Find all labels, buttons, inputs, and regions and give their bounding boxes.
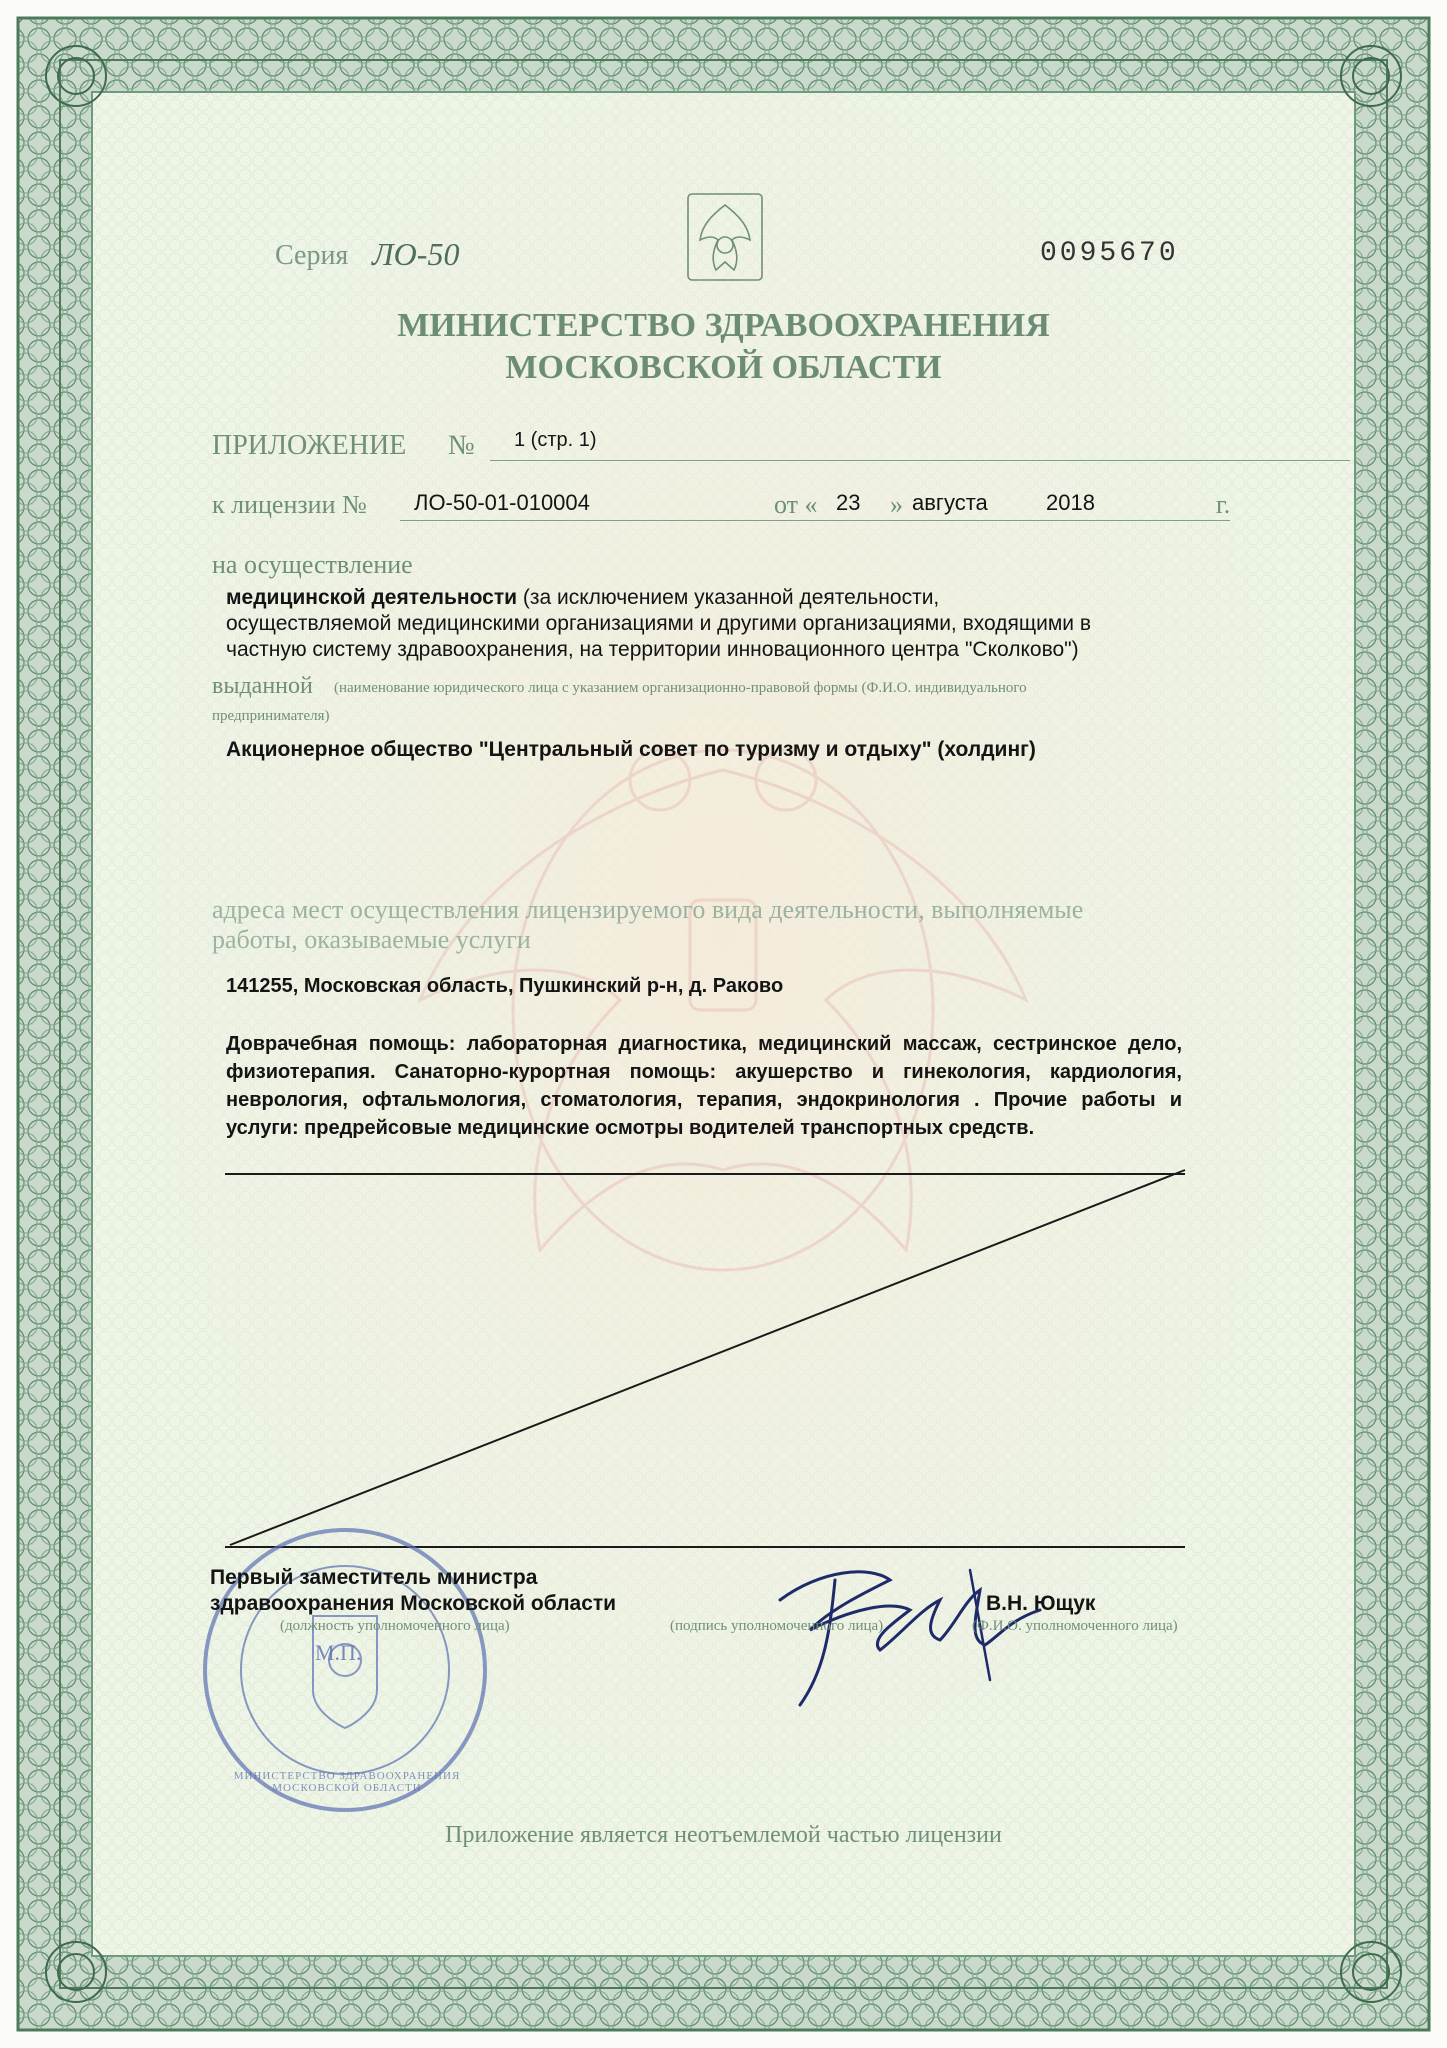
blank-number: 0095670 [1040, 238, 1179, 269]
activity-line-2: осуществляемой медицинскими организациями и другими организациями, входящими в [226, 612, 1092, 635]
addresses-label-line-2: работы, оказываемые услуги [212, 925, 531, 954]
issued-hint-1: (наименование юридического лица с указанием организационно-правовой формы (Ф.И.О. индивидуального [334, 680, 1027, 696]
series-label: Серия [275, 240, 349, 271]
license-label: к лицензии № [212, 490, 367, 519]
appendix-no-sign: № [448, 430, 475, 461]
issued-value: Акционерное общество "Центральный совет по туризму и отдыху" (холдинг) [226, 738, 1036, 761]
license-from-label: от « [774, 490, 818, 519]
appendix-label: ПРИЛОЖЕНИЕ [212, 430, 407, 461]
signatory-position-line-2: здравоохранения Московской области [210, 1592, 617, 1615]
issued-hint-2: предпринимателя) [212, 708, 330, 724]
signatory-position [210, 1565, 616, 1617]
signatory-name: В.Н. Ющук [986, 1592, 1096, 1615]
hint-name: (Ф.И.О. уполномоченного лица) [972, 1618, 1178, 1634]
stamp-text: МИНИСТЕРСТВО ЗДРАВООХРАНЕНИЯ МОСКОВСКОЙ ОБЛАСТИ [233, 1770, 461, 1794]
license-year: 2018 [1046, 490, 1095, 515]
license-year-suffix: г. [1216, 490, 1231, 519]
appendix-value: 1 (стр. 1) [514, 429, 597, 451]
footer-note: Приложение является неотъемлемой частью лицензии [445, 1822, 1002, 1848]
license-month-quote: » [890, 490, 903, 519]
hint-position: (должность уполномоченного лица) [280, 1618, 510, 1634]
license-number: ЛО-50-01-010004 [414, 490, 590, 515]
activity-label: на осуществление [212, 550, 413, 579]
series-value: ЛО-50 [372, 236, 460, 272]
addresses-label-line-1: адреса мест осуществления лицензируемого вида деятельности, выполняемые [212, 895, 1084, 924]
ministry-line-2: МОСКОВСКОЙ ОБЛАСТИ [505, 349, 942, 386]
activity-line-3: частную систему здравоохранения, на территории инновационного центра "Сколково") [226, 638, 1079, 661]
ministry-line-1: МИНИСТЕРСТВО ЗДРАВООХРАНЕНИЯ [397, 307, 1050, 344]
address-value: 141255, Московская область, Пушкинский р-н, д. Раково [226, 975, 784, 997]
activity-line-1: (за исключением указанной деятельности, [517, 586, 940, 609]
license-day: 23 [836, 490, 861, 515]
issued-label: выданной [212, 673, 313, 699]
license-month: августа [912, 490, 988, 515]
stamp-mark: М.П. [315, 1640, 362, 1665]
services-text: Доврачебная помощь: лабораторная диагностика, медицинский массаж, сестринское дело, физиотерапия. Санаторно-курортная помощь: акушерство и гинекология, кардиология, неврология, офтальмология, стоматология, терапия, эндокринология . Прочие работы и услуги: предрейсовые медицинские осмотры водителей транспортных средств. [226, 1033, 1182, 1139]
activity-bold: медицинской деятельности [226, 586, 518, 609]
hint-signature: (подпись уполномоченного лица) [670, 1618, 884, 1634]
signatory-position-line-1: Первый заместитель министра [210, 1566, 538, 1589]
